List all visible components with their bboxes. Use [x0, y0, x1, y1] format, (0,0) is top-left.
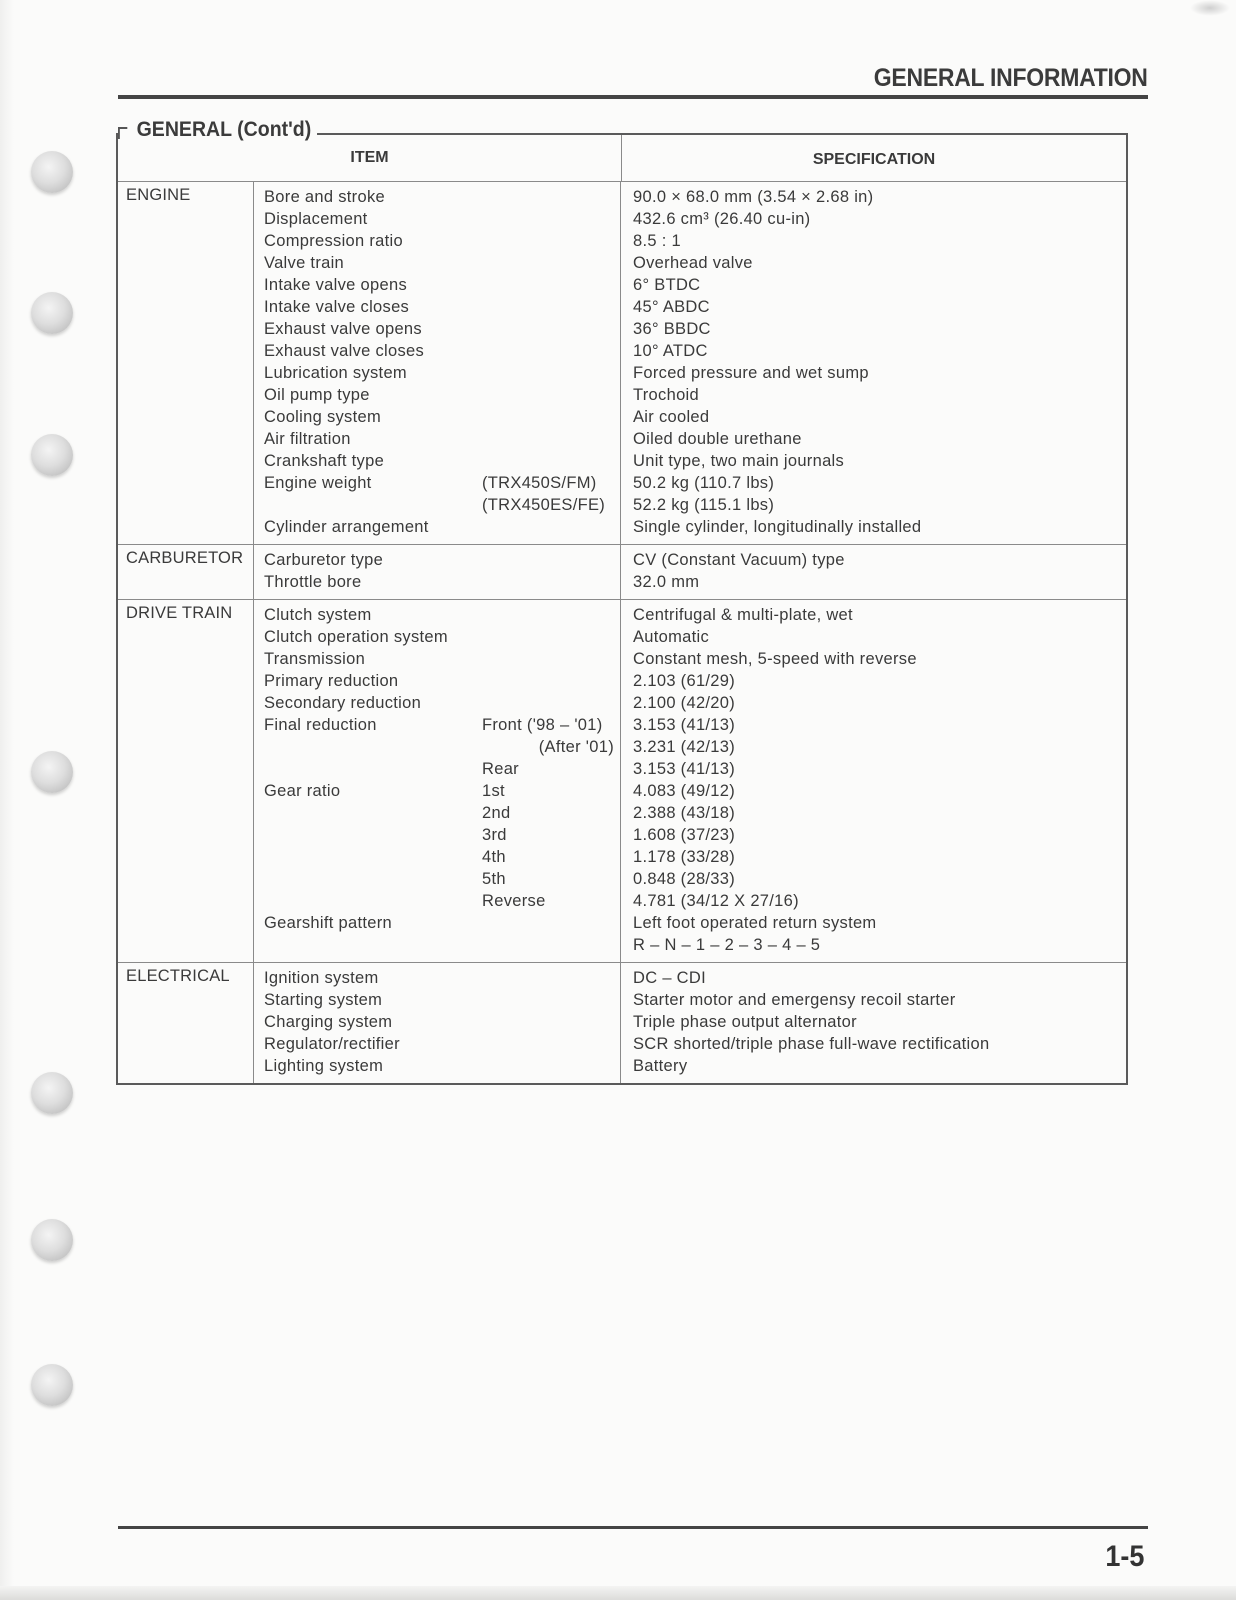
item-label: Exhaust valve opens — [264, 320, 422, 338]
category-label: CARBURETOR — [118, 545, 254, 599]
binder-hole — [31, 292, 73, 334]
table-group-drive-train — [118, 600, 1126, 963]
spec-value: 45° ABDC — [633, 298, 710, 316]
category-label: ELECTRICAL — [118, 963, 254, 1083]
table-header — [118, 135, 1126, 182]
table-row-item — [264, 406, 620, 428]
spec-value: Battery — [633, 1057, 688, 1075]
item-label: Gearshift pattern — [264, 914, 392, 932]
item-label: Final reduction — [264, 716, 377, 734]
spec-value: 4.083 (49/12) — [633, 782, 736, 800]
item-qualifier — [482, 362, 620, 384]
item-label: Secondary reduction — [264, 694, 422, 712]
table-row-item — [264, 516, 620, 538]
item-label: Crankshaft type — [264, 452, 385, 470]
header-item: ITEM — [350, 149, 389, 166]
table-row-item — [264, 736, 620, 758]
item-qualifier — [482, 626, 620, 648]
page-edge-shadow — [0, 0, 14, 1600]
item-qualifier: (TRX450S/FM) — [482, 474, 597, 492]
spec-value: Unit type, two main journals — [633, 452, 845, 470]
spec-value: Forced pressure and wet sump — [633, 364, 869, 382]
spec-value: Overhead valve — [633, 254, 753, 272]
spec-table — [116, 133, 1128, 1085]
item-qualifier — [482, 571, 620, 593]
table-row-item — [264, 912, 620, 934]
item-qualifier — [482, 516, 620, 538]
table-row-item — [264, 714, 620, 736]
item-qualifier — [482, 384, 620, 406]
table-row-item — [264, 802, 620, 824]
spec-value: Air cooled — [633, 408, 710, 426]
item-label — [264, 802, 482, 824]
table-row-item — [264, 967, 620, 989]
item-qualifier: 3rd — [482, 826, 507, 844]
table-row-item — [264, 626, 620, 648]
item-qualifier: Front ('98 – '01) — [482, 716, 603, 734]
item-label — [264, 824, 482, 846]
item-label: Intake valve opens — [264, 276, 407, 294]
binder-hole — [31, 1364, 73, 1406]
spec-value: 4.781 (34/12 X 27/16) — [633, 892, 799, 910]
item-label: Cylinder arrangement — [264, 518, 429, 536]
table-row-item — [264, 494, 620, 516]
header-rule — [118, 95, 1148, 99]
item-qualifier — [482, 450, 620, 472]
item-qualifier: (After '01) — [538, 738, 614, 756]
item-qualifier — [482, 230, 620, 252]
item-label — [264, 736, 482, 758]
item-label — [264, 890, 482, 912]
page-corner-smudge — [1190, 0, 1230, 16]
spec-value: Oiled double urethane — [633, 430, 802, 448]
item-qualifier — [482, 318, 620, 340]
table-row-item — [264, 340, 620, 362]
spec-value: 3.231 (42/13) — [633, 738, 736, 756]
table-group-engine — [118, 182, 1126, 545]
table-row-item — [264, 670, 620, 692]
table-row-item — [264, 692, 620, 714]
table-group-electrical — [118, 963, 1126, 1083]
table-row-item — [264, 571, 620, 593]
page-title: GENERAL INFORMATION — [874, 64, 1148, 92]
item-qualifier: 4th — [482, 848, 506, 866]
item-label: Intake valve closes — [264, 298, 410, 316]
table-row-item — [264, 362, 620, 384]
table-row-item — [264, 758, 620, 780]
table-row-item — [264, 208, 620, 230]
item-qualifier — [482, 428, 620, 450]
table-row-item — [264, 472, 620, 494]
spec-value: R – N – 1 – 2 – 3 – 4 – 5 — [633, 936, 821, 954]
item-label: Carburetor type — [264, 551, 384, 569]
page-number: 1-5 — [1104, 1540, 1144, 1573]
item-qualifier — [482, 989, 620, 1011]
item-qualifier — [482, 186, 620, 208]
item-label — [264, 934, 482, 956]
item-qualifier — [482, 274, 620, 296]
table-row-item — [264, 868, 620, 890]
spec-value: 3.153 (41/13) — [633, 760, 736, 778]
spec-value: Triple phase output alternator — [633, 1013, 857, 1031]
table-row-item — [264, 428, 620, 450]
item-qualifier — [482, 208, 620, 230]
table-row-item — [264, 186, 620, 208]
item-label: Clutch system — [264, 606, 372, 624]
item-label: Starting system — [264, 991, 383, 1009]
item-label: Ignition system — [264, 969, 379, 987]
table-row-item — [264, 274, 620, 296]
table-row-item — [264, 1011, 620, 1033]
category-label: DRIVE TRAIN — [118, 600, 254, 962]
spec-value: 1.178 (33/28) — [633, 848, 736, 866]
item-label: Gear ratio — [264, 782, 341, 800]
spec-value: 432.6 cm³ (26.40 cu-in) — [633, 210, 811, 228]
table-row-item — [264, 934, 620, 956]
item-qualifier: 1st — [482, 782, 505, 800]
spec-value: Trochoid — [633, 386, 699, 404]
item-column — [254, 545, 621, 599]
table-row-item — [264, 604, 620, 626]
table-row-item — [264, 230, 620, 252]
spec-value: 50.2 kg (110.7 lbs) — [633, 474, 775, 492]
item-label — [264, 868, 482, 890]
item-label: Lubrication system — [264, 364, 407, 382]
spec-column — [621, 545, 1126, 599]
item-qualifier: Rear — [482, 760, 519, 778]
table-row-item — [264, 846, 620, 868]
item-qualifier: 5th — [482, 870, 506, 888]
spec-value: Centrifugal & multi-plate, wet — [633, 606, 853, 624]
category-label: ENGINE — [118, 182, 254, 544]
spec-value: CV (Constant Vacuum) type — [633, 551, 845, 569]
spec-value: Left foot operated return system — [633, 914, 877, 932]
item-qualifier — [482, 1033, 620, 1055]
item-label — [264, 758, 482, 780]
spec-value: 1.608 (37/23) — [633, 826, 736, 844]
item-qualifier — [482, 934, 620, 956]
binder-hole — [31, 751, 73, 793]
spec-column — [621, 600, 1126, 962]
spec-value: 8.5 : 1 — [633, 232, 681, 250]
table-row-item — [264, 384, 620, 406]
item-qualifier — [482, 406, 620, 428]
item-label: Valve train — [264, 254, 345, 272]
item-qualifier — [482, 340, 620, 362]
item-label: Bore and stroke — [264, 188, 385, 206]
table-row-item — [264, 824, 620, 846]
item-label: Lighting system — [264, 1057, 384, 1075]
item-label: Air filtration — [264, 430, 351, 448]
item-qualifier — [482, 1055, 620, 1077]
item-column — [254, 963, 621, 1083]
table-row-item — [264, 318, 620, 340]
spec-value: 6° BTDC — [633, 276, 701, 294]
spec-value: 2.388 (43/18) — [633, 804, 736, 822]
table-row-item — [264, 1055, 620, 1077]
item-label: Throttle bore — [264, 573, 362, 591]
item-label: Primary reduction — [264, 672, 399, 690]
spec-value: Automatic — [633, 628, 710, 646]
item-label: Displacement — [264, 210, 368, 228]
item-qualifier — [482, 296, 620, 318]
spec-value: SCR shorted/triple phase full-wave rectification — [633, 1035, 990, 1053]
table-row-item — [264, 890, 620, 912]
binder-hole — [31, 1219, 73, 1261]
table-row-item — [264, 1033, 620, 1055]
item-qualifier — [482, 670, 620, 692]
spec-value: 90.0 × 68.0 mm (3.54 × 2.68 in) — [633, 188, 874, 206]
binder-hole — [31, 1072, 73, 1114]
table-row-item — [264, 648, 620, 670]
spec-value: 2.103 (61/29) — [633, 672, 736, 690]
item-label: Exhaust valve closes — [264, 342, 425, 360]
item-label: Oil pump type — [264, 386, 370, 404]
table-body — [118, 182, 1126, 1083]
item-qualifier: Reverse — [482, 892, 546, 910]
spec-value: 3.153 (41/13) — [633, 716, 736, 734]
spec-value: Constant mesh, 5-speed with reverse — [633, 650, 917, 668]
table-row-item — [264, 780, 620, 802]
item-qualifier: (TRX450ES/FE) — [482, 496, 606, 514]
page-edge-shadow — [0, 1586, 1236, 1600]
table-row-item — [264, 549, 620, 571]
header-specification: SPECIFICATION — [621, 135, 1126, 181]
item-qualifier — [482, 252, 620, 274]
item-qualifier — [482, 648, 620, 670]
item-column — [254, 182, 621, 544]
table-row-item — [264, 989, 620, 1011]
spec-value: Single cylinder, longitudinally installed — [633, 518, 922, 536]
item-label: Clutch operation system — [264, 628, 448, 646]
spec-value: 10° ATDC — [633, 342, 708, 360]
spec-value: DC – CDI — [633, 969, 706, 987]
spec-value: 2.100 (42/20) — [633, 694, 736, 712]
item-label: Engine weight — [264, 474, 372, 492]
binder-hole — [31, 434, 73, 476]
section-title — [118, 118, 317, 142]
spec-value: 0.848 (28/33) — [633, 870, 736, 888]
table-row-item — [264, 296, 620, 318]
item-qualifier — [482, 692, 620, 714]
spec-value: 32.0 mm — [633, 573, 700, 591]
item-qualifier: 2nd — [482, 804, 511, 822]
section-title-text: GENERAL (Cont'd) — [136, 118, 312, 141]
item-qualifier — [482, 1011, 620, 1033]
spec-value: 36° BBDC — [633, 320, 711, 338]
footer-rule — [118, 1526, 1148, 1529]
table-group-carburetor — [118, 545, 1126, 600]
item-label: Charging system — [264, 1013, 393, 1031]
item-qualifier — [482, 549, 620, 571]
table-row-item — [264, 252, 620, 274]
table-row-item — [264, 450, 620, 472]
item-label: Cooling system — [264, 408, 381, 426]
item-label — [264, 846, 482, 868]
spec-column — [621, 182, 1126, 544]
binder-hole — [31, 151, 73, 193]
item-qualifier — [482, 912, 620, 934]
item-qualifier — [482, 604, 620, 626]
spec-value: 52.2 kg (115.1 lbs) — [633, 496, 775, 514]
item-label — [264, 494, 482, 516]
item-label: Compression ratio — [264, 232, 403, 250]
spec-value: Starter motor and emergensy recoil starter — [633, 991, 956, 1009]
item-label: Transmission — [264, 650, 366, 668]
item-column — [254, 600, 621, 962]
item-label: Regulator/rectifier — [264, 1035, 400, 1053]
spec-column — [621, 963, 1126, 1083]
section-bracket-icon — [118, 127, 127, 129]
item-qualifier — [482, 967, 620, 989]
